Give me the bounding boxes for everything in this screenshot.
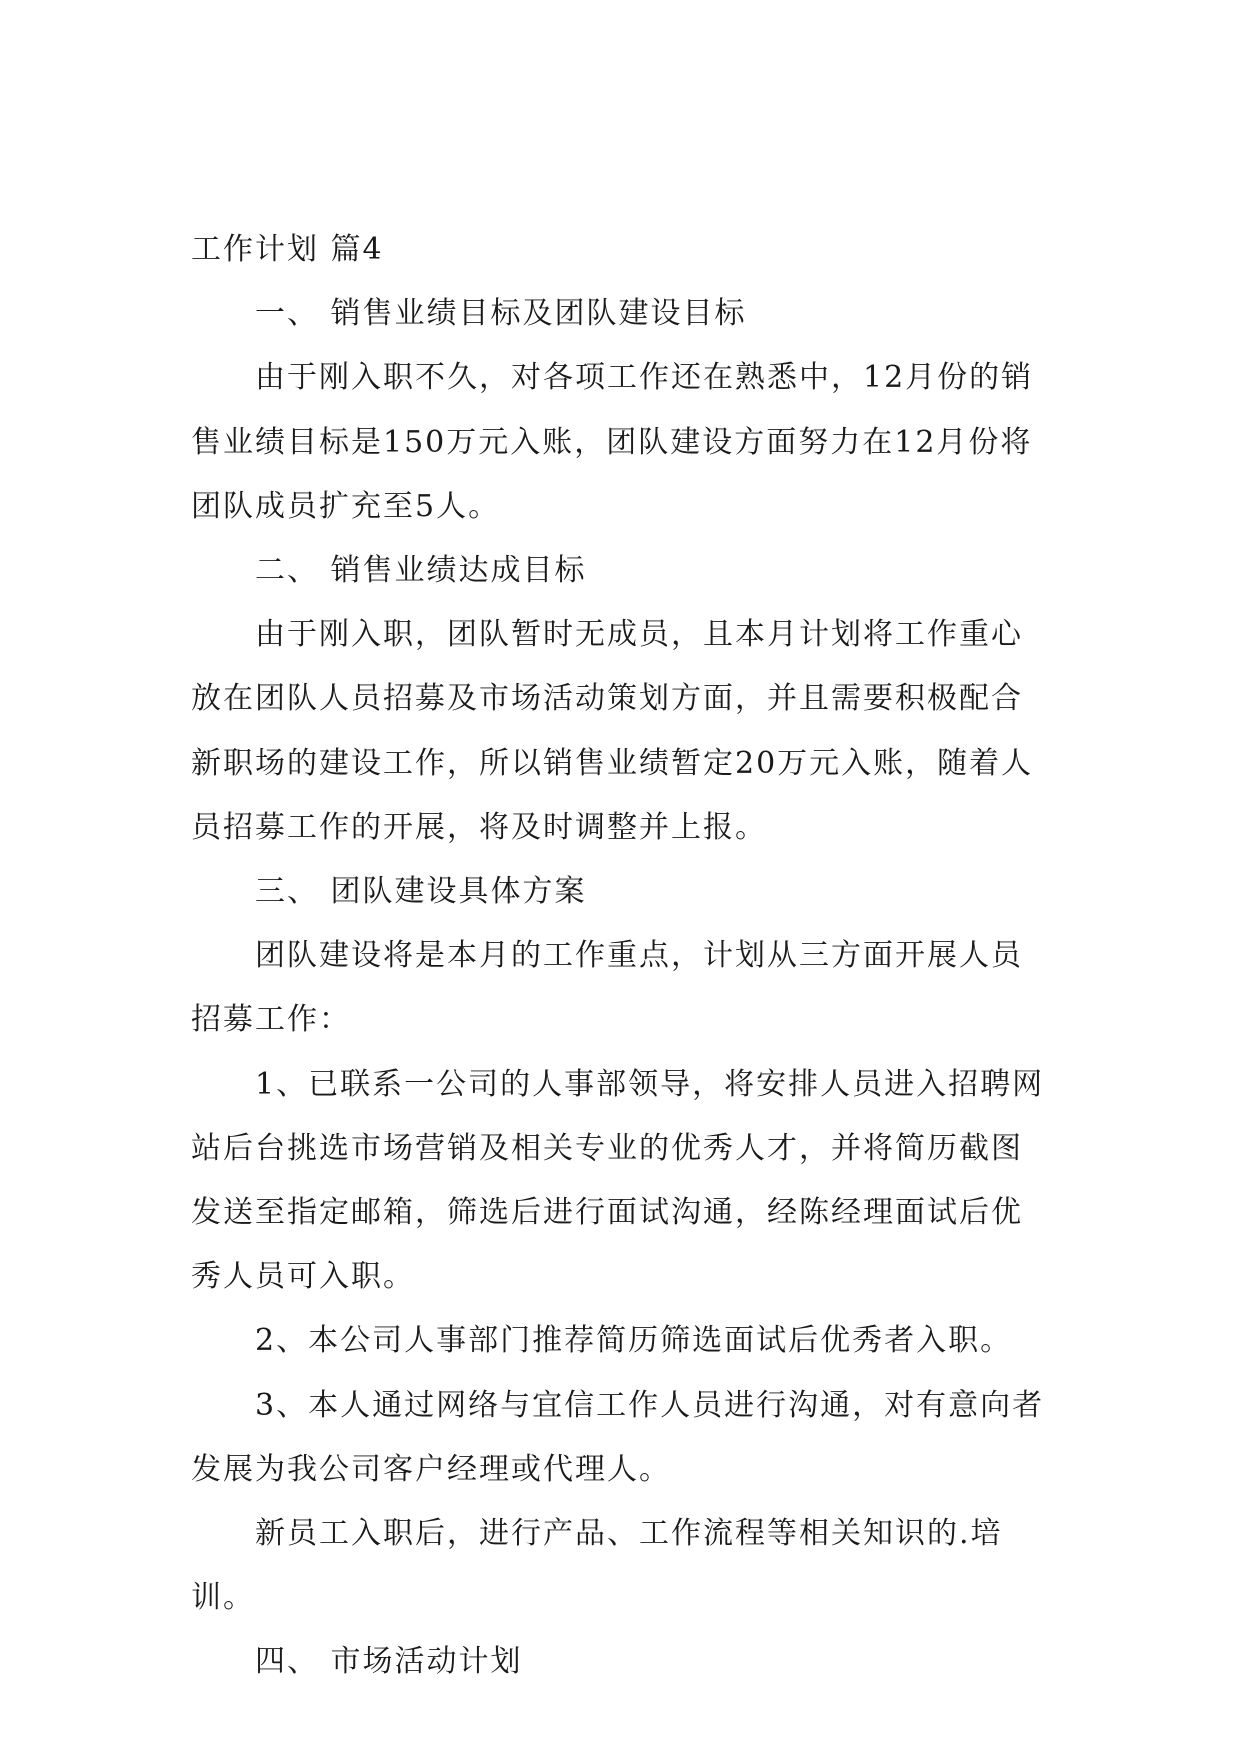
document-body — [191, 218, 1051, 1695]
paragraph-2: 由于刚入职，团队暂时无成员，且本月计划将工作重心放在团队人员招募及市场活动策划方面，并且需要积极配合新职场的建设工作，所以销售业绩暂定20万元入账，随着人员招募工作的开展，将及时调整并上报。 — [191, 617, 1034, 845]
document-title: 工作计划 篇4 — [191, 232, 384, 267]
paragraph-1: 由于刚入职不久，对各项工作还在熟悉中，12月份的销售业绩目标是150万元入账，团队建设方面努力在12月份将团队成员扩充至5人。 — [191, 360, 1034, 524]
section-heading-2: 二、 销售业绩达成目标 — [255, 553, 587, 589]
list-item-1: 1、已联系一公司的人事部领导，将安排人员进入招聘网站后台挑选市场营销及相关专业的优秀人才，并将简历截图发送至指定邮箱，筛选后进行面试沟通，经陈经理面试后优秀人员可入职。 — [191, 1066, 1045, 1295]
list-item-2: 2、本公司人事部门推荐简历筛选面试后优秀者入职。 — [255, 1323, 1013, 1359]
paragraph-3: 团队建设将是本月的工作重点，计划从三方面开展人员招募工作： — [191, 938, 1023, 1038]
section-heading-4: 四、 市场活动计划 — [255, 1644, 523, 1680]
section-heading-3: 三、 团队建设具体方案 — [255, 874, 587, 910]
paragraph-4: 新员工入职后，进行产品、工作流程等相关知识的.培训。 — [191, 1516, 1003, 1616]
list-item-3: 3、本人通过网络与宜信工作人员进行沟通，对有意向者发展为我公司客户经理或代理人。 — [191, 1387, 1045, 1487]
section-heading-1: 一、 销售业绩目标及团队建设目标 — [255, 296, 747, 332]
